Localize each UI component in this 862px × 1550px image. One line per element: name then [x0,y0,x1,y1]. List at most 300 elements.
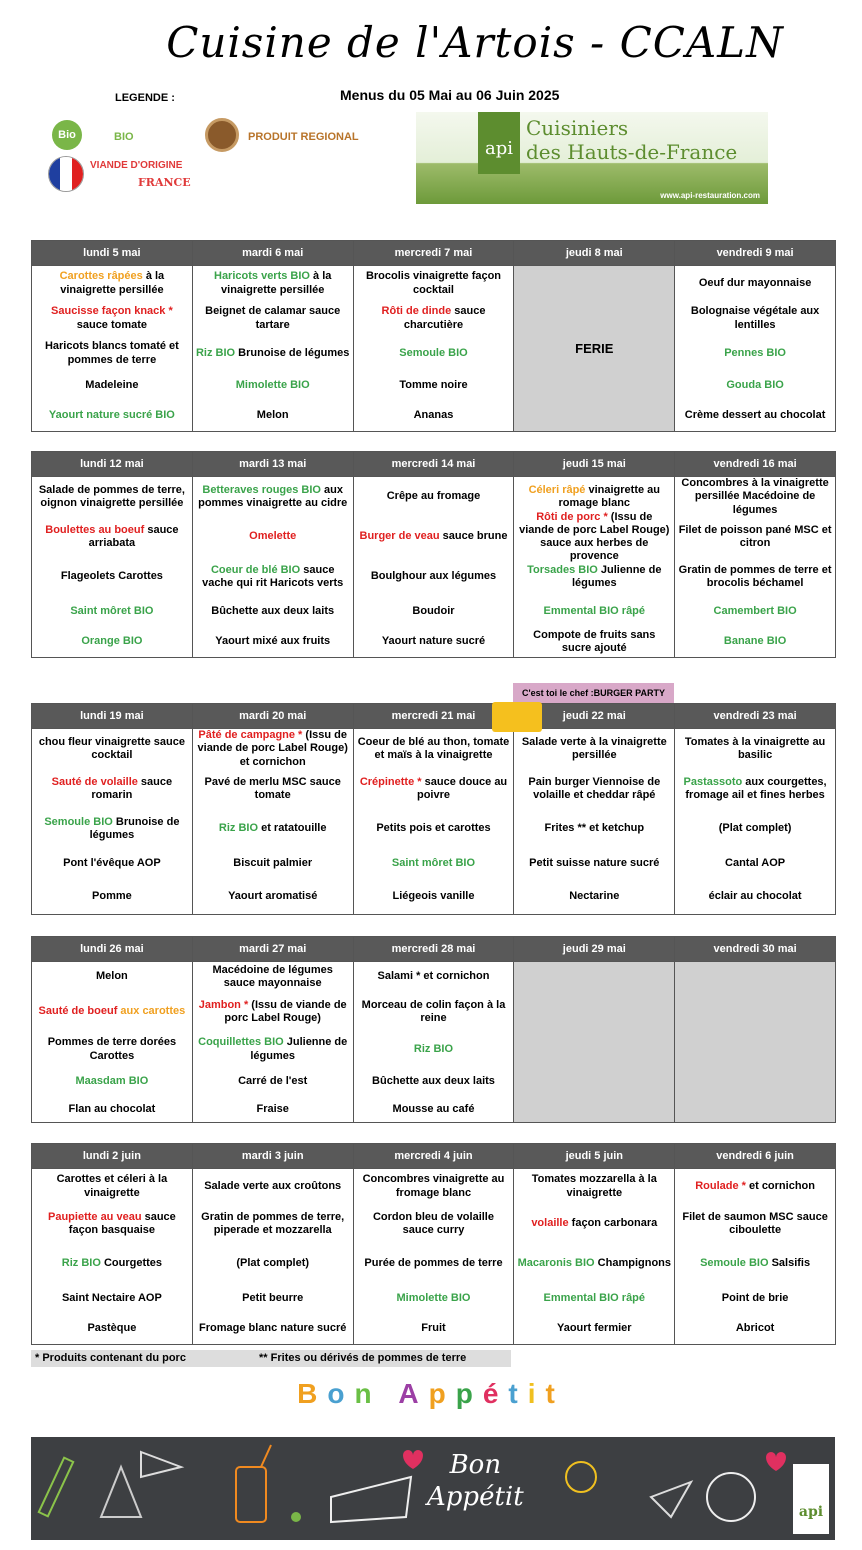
menu-item-text: Saint môret BIO [391,857,476,870]
menu-item-text: Madeleine [85,379,139,392]
day-menu [514,1169,675,1345]
menu-item [675,1169,835,1204]
menu-period: Menus du 05 Mai au 06 Juin 2025 [340,87,560,103]
menu-item-text: Petit beurre [242,1292,304,1305]
menu-item [193,1314,353,1344]
menu-item [675,266,835,301]
menu-item-text: Julienne de légumes [571,563,662,589]
menu-item [675,729,835,769]
day-menu [353,962,514,1123]
menu-item-text: Morceau de colin façon à la reine [361,998,506,1024]
menu-item-text: aux courgettes, fromage ail et fines herbes [685,775,827,801]
menu-item-text: Julienne de légumes [250,1036,348,1062]
menu-item-text: Melon [256,409,289,422]
menu-item-text: Yaourt mixé aux fruits [215,635,331,648]
day-menu [353,1169,514,1345]
legend-bio: BIO [114,131,134,143]
menu-item-text: Emmental BIO râpé [543,1292,646,1305]
menu-item-text: Salade verte aux croûtons [204,1179,342,1192]
menu-item [354,1169,514,1204]
menu-item-text: sauce charcutière [403,305,486,331]
menu-item [32,557,192,597]
menu-item [193,401,353,431]
day-menu [353,266,514,432]
menu-item-text: Yaourt nature sucré [381,635,486,648]
menu-item [193,1284,353,1314]
menu-item [354,992,514,1032]
chef-banner: C'est toi le chef :BURGER PARTY [513,683,674,703]
menu-item-text: Coeur de blé BIO [210,563,301,576]
day-header: lundi 12 mai [32,452,193,477]
menu-item [514,1204,674,1244]
menu-item-text: Burger de veau [359,530,440,543]
menu-item-text: aux pommes vinaigrette au cidre [198,483,348,509]
menu-item-text: Saucisse façon knack * [51,305,173,318]
day-menu [32,1169,193,1345]
day-menu [192,962,353,1123]
menu-item-text: Gratin de pommes de terre, piperade et mozzarella [201,1210,345,1236]
menu-item [354,597,514,627]
menu-item-text: Saint môret BIO [70,605,154,618]
menu-item-text: Carottes râpées [59,270,143,283]
closed-label: FERIE [575,341,614,356]
menu-item-text: Concombres à la vinaigrette persillée Macédoine de légumes [681,477,829,516]
day-header: mercredi 7 mai [353,241,514,266]
menu-item-text: Abricot [735,1322,775,1335]
menu-item-text: (Issu de viande de porc Label Rouge) [224,998,347,1024]
menu-item-text: Petit suisse nature sucré [529,857,660,870]
menu-item [193,266,353,301]
menu-item-text: Emmental BIO râpé [543,605,646,618]
menu-item [514,1314,674,1344]
menu-item [193,729,353,769]
day-menu [32,962,193,1123]
menu-item [193,1097,353,1122]
menu-item [354,1244,514,1284]
menu-item-text: Salami * et cornichon [377,970,490,983]
menu-item-text: Fraise [256,1102,289,1115]
menu-item [32,517,192,557]
day-header: mardi 13 mai [192,452,353,477]
menu-item-text: Yaourt nature sucré BIO [48,409,175,422]
menu-item [675,809,835,849]
day-menu [192,266,353,432]
menu-item-text: Frites ** et ketchup [544,822,645,835]
menu-item-text: Oeuf dur mayonnaise [698,276,812,289]
menu-item-text: Banane BIO [723,635,787,648]
menu-item-text: (Plat complet) [718,822,792,835]
menu-item-text: Gouda BIO [726,379,784,392]
menu-item [32,371,192,401]
menu-item [675,401,835,431]
menu-item [32,992,192,1032]
menu-item-text: Brunoise de légumes [235,346,350,359]
menu-item [675,597,835,627]
menu-item-text: sauce arriabata [88,523,179,549]
menu-item-text: Bolognaise végétale aux lentilles [690,305,820,331]
day-header: jeudi 15 mai [514,452,675,477]
day-header: mercredi 4 juin [353,1144,514,1169]
menu-item [354,879,514,914]
menu-item [675,1204,835,1244]
menu-item-text: Pommes de terre dorées Carottes [47,1036,177,1062]
menu-item [32,301,192,336]
menu-item [32,1284,192,1314]
menu-item [193,1169,353,1204]
menu-item [32,266,192,301]
menu-item [514,557,674,597]
bon-appetit-heading: Bon Appétit [297,1378,565,1409]
api-mark: api [478,112,520,174]
day-menu [32,729,193,915]
menu-item-text: Bûchette aux deux laits [211,605,335,618]
day-header: jeudi 8 mai [514,241,675,266]
api-line1: Cuisiniers [526,116,629,140]
day-header: vendredi 23 mai [675,704,836,729]
bio-logo-icon: Bio [52,120,82,150]
menu-item [193,962,353,992]
menu-item [354,266,514,301]
day-menu [32,266,193,432]
day-menu [353,477,514,658]
menu-item [354,1032,514,1067]
france-flag-icon [48,156,84,192]
menu-item-text: Tomme noire [399,379,468,392]
menu-item-text: Paupiette au veau [48,1210,142,1223]
day-menu [514,962,675,1123]
menu-item [32,477,192,517]
day-menu [192,1169,353,1345]
menu-item [354,557,514,597]
regional-product-icon [205,118,239,152]
menu-item [514,1284,674,1314]
menu-item [354,1314,514,1344]
footnote-pork: * Produits contenant du porc [35,1352,186,1364]
day-menu [675,266,836,432]
menu-item [514,879,674,914]
menu-item [514,1169,674,1204]
menu-item [193,371,353,401]
menu-item-text: Haricots blancs tomaté et pommes de terre [44,340,179,366]
menu-item [32,1314,192,1344]
menu-item-text: éclair au chocolat [708,889,802,902]
day-menu [192,477,353,658]
menu-item-text: aux carottes [117,1005,186,1018]
menu-item [675,627,835,657]
menu-item [193,809,353,849]
menu-item [354,962,514,992]
day-menu [675,1169,836,1345]
footnote-frites: ** Frites ou dérivés de pommes de terre [259,1352,467,1364]
menu-item-text: volaille [531,1217,569,1230]
menu-item-text: Sauté de boeuf [38,1005,118,1018]
menu-item [675,879,835,914]
menu-item-text: Betteraves rouges BIO [202,483,321,496]
menu-item-text: Compote de fruits sans sucre ajouté [533,628,656,654]
menu-item-text: Nectarine [569,889,620,902]
menu-item [193,1204,353,1244]
menu-item-text: Mimolette BIO [396,1292,471,1305]
chalk-bon-appetit [427,1449,524,1513]
menu-item-text: Mousse au café [392,1102,475,1115]
menu-item [193,1032,353,1067]
menu-item [675,517,835,557]
menu-item-text: Riz BIO [195,346,236,359]
menu-item-text: sauce douce au poivre [416,775,508,801]
chef-photo [492,702,542,732]
menu-item-text: sauce tomate [76,318,148,331]
menu-item-text: Crépinette * [359,775,422,788]
menu-item-text: Rôti de dinde [381,305,452,318]
menu-item-text: Carré de l'est [238,1075,308,1088]
menu-item [193,879,353,914]
menu-item [354,809,514,849]
menu-week-table [31,936,836,1123]
day-header: lundi 2 juin [32,1144,193,1169]
menu-item-text: Boulghour aux légumes [370,570,497,583]
menu-item [675,769,835,809]
chalk-line2: Appétit [427,1482,524,1512]
menu-item-text: Fruit [421,1322,446,1335]
menu-item-text: à la vinaigrette persillée [221,270,332,296]
menu-item [32,879,192,914]
menu-item-text: vinaigrette au romage blanc [558,483,661,509]
menu-item-text: Riz BIO [218,822,259,835]
menu-item-text: Flan au chocolat [68,1102,156,1115]
menu-item [675,849,835,879]
menu-item [193,1067,353,1097]
menu-item-text: Saint Nectaire AOP [61,1292,162,1305]
menu-item-text: Orange BIO [81,635,143,648]
menu-item-text: Boulettes au boeuf [45,523,145,536]
menu-item-text: et ratatouille [258,822,327,835]
menu-item-text: Pastassoto [683,775,743,788]
menu-item [354,1097,514,1122]
menu-item-text: Pomme [92,889,132,902]
menu-item [354,849,514,879]
menu-item-text: Carottes et céleri à la vinaigrette [56,1173,168,1199]
menu-item-text: et cornichon [745,1179,815,1192]
menu-item [193,1244,353,1284]
menu-item [354,517,514,557]
menu-item [32,769,192,809]
menu-item [514,849,674,879]
day-header: mardi 20 mai [192,704,353,729]
menu-item-text: Fromage blanc nature sucré [199,1322,347,1335]
menu-item-text: Crêpe au fromage [386,490,481,503]
day-menu [675,962,836,1123]
menu-item-text: Coeur de blé au thon, tomate et maïs à la vinaigrette [357,735,510,761]
day-menu [192,729,353,915]
menu-item [193,557,353,597]
menu-item [514,627,674,657]
menu-item-text: Pain burger Viennoise de volaille et cheddar râpé [528,775,661,801]
menu-item-text: (Issu de viande de porc Label Rouge) sauce aux herbes de provence [519,510,670,563]
menu-item-text: Salade verte à la vinaigrette persillée [521,735,667,761]
menu-item-text: Torsades BIO [527,563,598,576]
day-header: lundi 26 mai [32,937,193,962]
menu-item-text: Boudoir [412,605,455,618]
menu-item-text: Ananas [413,409,454,422]
menu-item-text: Yaourt aromatisé [228,889,318,902]
day-menu [514,477,675,658]
day-header: mardi 6 mai [192,241,353,266]
day-header: vendredi 30 mai [675,937,836,962]
menu-item [514,510,674,563]
day-menu [32,477,193,658]
day-header: lundi 5 mai [32,241,193,266]
menu-item [675,1244,835,1284]
menu-item-text: Brunoise de légumes [89,815,180,841]
menu-item [354,401,514,431]
menu-item-text: Céleri râpé [528,483,586,496]
menu-item [354,1204,514,1244]
menu-item-text: Macédoine de légumes sauce mayonnaise [212,963,333,989]
menu-item-text: Concombres vinaigrette au fromage blanc [362,1173,505,1199]
menu-item-text: Rôti de porc * [536,510,608,523]
legend-france-line2: FRANCE [138,176,191,189]
menu-item-text: Biscuit palmier [233,857,313,870]
footnotes-bar [31,1350,511,1367]
day-header: lundi 19 mai [32,704,193,729]
menu-item-text: Tomates mozzarella à la vinaigrette [531,1173,657,1199]
day-menu [514,729,675,915]
menu-item-text: Filet de saumon MSC sauce ciboulette [682,1210,828,1236]
chalkboard-banner [31,1437,835,1540]
menu-item-text: (Plat complet) [236,1257,310,1270]
menu-item-text: Brocolis vinaigrette façon cocktail [365,270,502,296]
menu-item [32,401,192,431]
day-menu [514,266,675,432]
menu-item-text: Courgettes [100,1257,163,1270]
menu-item-text: Jambon * [198,998,249,1011]
menu-item-text: Crème dessert au chocolat [684,409,826,422]
menu-item-text: Coquillettes BIO [198,1036,284,1049]
menu-item [354,1067,514,1097]
menu-item [193,992,353,1032]
menu-item-text: Cordon bleu de volaille sauce curry [372,1210,494,1236]
menu-item [32,1244,192,1284]
menu-item-text: Flageolets Carottes [60,570,163,583]
menu-item [675,371,835,401]
menu-item-text: Semoule BIO [44,815,113,828]
menu-item-text: Pastèque [87,1322,137,1335]
menu-item [32,729,192,769]
menu-week-table [31,703,836,915]
menu-week-table [31,240,836,432]
menu-item-text: Yaourt fermier [556,1322,632,1335]
menu-item-text: Haricots verts BIO [214,270,310,283]
day-header: jeudi 29 mai [514,937,675,962]
menu-item-text: Pâté de campagne * [198,729,303,742]
menu-item [675,301,835,336]
menu-item-text: Liégeois vanille [392,889,475,902]
menu-item-text: sauce brune [439,530,508,543]
menu-item-text: Sauté de volaille [51,775,138,788]
menu-item [354,371,514,401]
day-menu [353,729,514,915]
day-header: mercredi 21 mai [353,704,514,729]
chalk-line1: Bon [449,1450,502,1480]
menu-item [514,769,674,809]
menu-item [193,517,353,557]
day-header: mercredi 28 mai [353,937,514,962]
menu-item [514,729,674,769]
menu-item-text: Pavé de merlu MSC sauce tomate [204,775,341,801]
menu-item [32,962,192,992]
menu-item [675,1284,835,1314]
menu-item [193,336,353,371]
legend-regional: PRODUIT REGIONAL [248,131,359,143]
menu-item [32,809,192,849]
day-header: jeudi 5 juin [514,1144,675,1169]
menu-item-text: Filet de poisson pané MSC et citron [678,523,832,549]
menu-item [193,627,353,657]
menu-item-text: Semoule BIO [399,346,468,359]
menu-item-text: Salsifis [768,1257,811,1270]
menu-item-text: (Issu de viande de porc Label Rouge) et cornichon [197,729,348,768]
menu-item-text: Purée de pommes de terre [364,1257,503,1270]
menu-item-text: Bûchette aux deux laits [372,1075,495,1088]
menu-item [32,1204,192,1244]
menu-item-text: Point de brie [721,1292,789,1305]
menu-item-text: Salade de pommes de terre, oignon vinaigrette persillée [38,483,185,509]
menu-item [675,336,835,371]
menu-item [193,597,353,627]
day-menu [675,729,836,915]
api-logo: api [793,1464,829,1534]
menu-item-text: Semoule BIO [700,1257,769,1270]
menu-item-text: Camembert BIO [713,605,797,618]
menu-item [354,1284,514,1314]
menu-item [32,1169,192,1204]
menu-item [193,301,353,336]
menu-item [354,769,514,809]
api-cuisiniers-banner [416,112,768,204]
menu-item-text: Pennes BIO [724,346,786,359]
menu-item [354,627,514,657]
menu-item [675,557,835,597]
menu-item-text: sauce façon basquaise [68,1210,176,1236]
menu-item-text: Champignons [594,1257,671,1270]
menu-item-text: Omelette [249,530,297,543]
menu-item-text: Pont l'évêque AOP [63,857,161,870]
menu-item [32,849,192,879]
day-header: jeudi 22 mai [514,704,675,729]
menu-item-text: sauce romarin [91,775,173,801]
api-url: www.api-restauration.com [660,191,760,200]
menu-item-text: Tomates à la vinaigrette au basilic [684,735,826,761]
legend-france-line1: VIANDE D'ORIGINE [90,160,183,171]
menu-item-text: Beignet de calamar sauce tartare [205,305,341,331]
menu-item-text: Gratin de pommes de terre et brocolis béchamel [678,563,832,589]
day-header: vendredi 16 mai [675,452,836,477]
menu-item-text: Macaronis BIO [517,1257,595,1270]
day-header: mardi 3 juin [192,1144,353,1169]
menu-item [32,1097,192,1122]
menu-item [675,1314,835,1344]
menu-item-text: Maasdam BIO [75,1075,149,1088]
menu-item-text: façon carbonara [568,1217,658,1230]
menu-item [675,477,835,517]
menu-item-text: sauce vache qui rit Haricots verts [202,563,344,589]
day-menu [675,477,836,658]
menu-item-text: Melon [96,970,128,983]
menu-item [193,477,353,517]
menu-item [354,477,514,517]
menu-item [514,597,674,627]
menu-item-text: Riz BIO [413,1042,454,1055]
